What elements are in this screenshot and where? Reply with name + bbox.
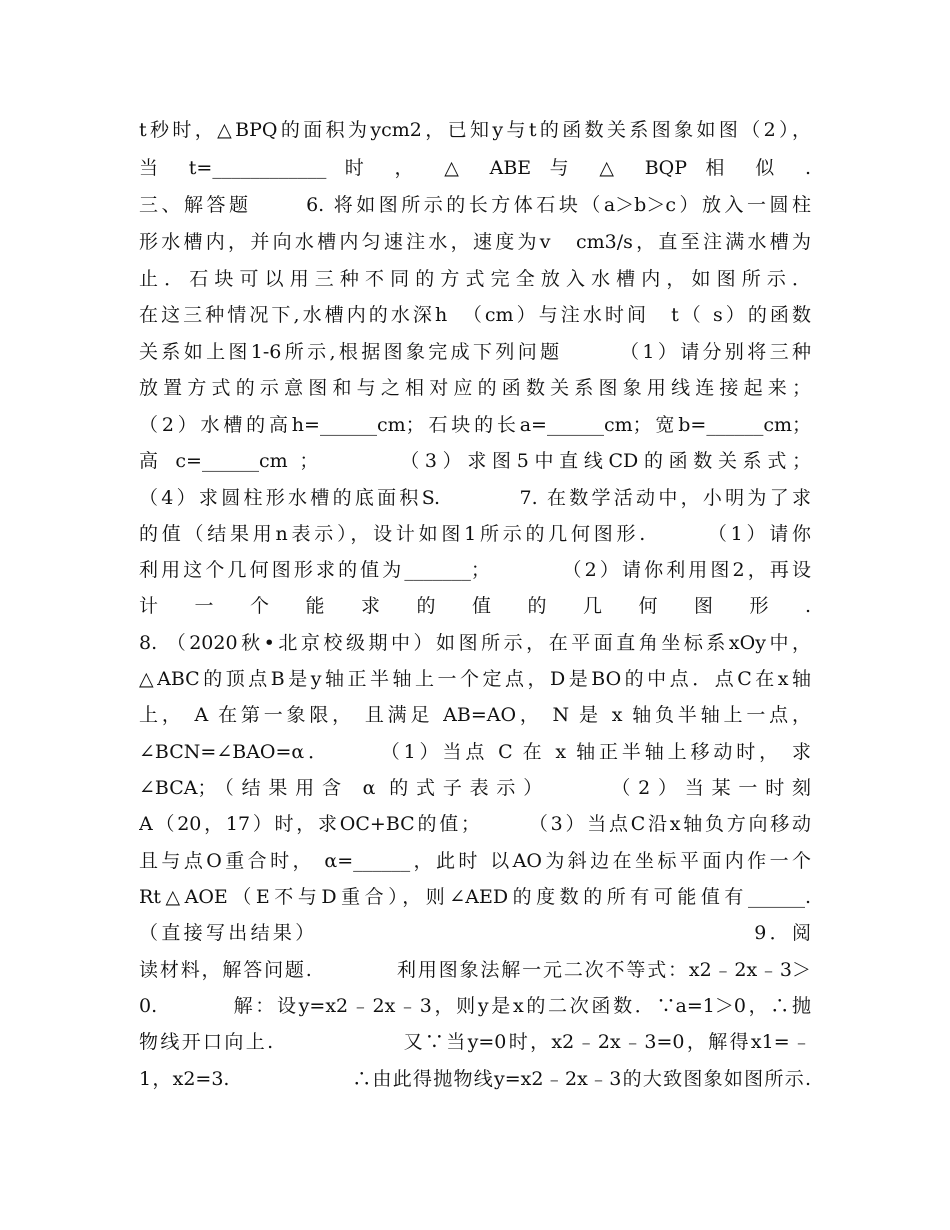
text-line: （4）求圆柱形水槽的底面积S. 7. 在数学活动中，小明为了求 xyxy=(139,487,811,509)
text-line: 0. 解：设y=x2﹣2x﹣3，则y是x的二次函数．∵a=1＞0，∴抛 xyxy=(139,995,811,1017)
text-line: Rt△AOE（E不与D重合），则∠AED的度数的所有可能值有______. xyxy=(139,886,811,908)
text-line: 上， A 在第一象限， 且满足 AB=AO， N 是 x 轴负半轴上一点， xyxy=(139,704,811,726)
text-line: 利用这个几何图形求的值为_______； （2）请你利用图2，再设 xyxy=(139,559,811,581)
text-line: 关系如上图1-6所示,根据图象完成下列问题 （1）请分别将三种 xyxy=(139,341,811,363)
text-line: 高 c=______cm ； （3）求图5中直线CD的函数关系式； xyxy=(139,450,811,472)
text-line: 止．石块可以用三种不同的方式完全放入水槽内，如图所示． xyxy=(139,268,811,290)
text-line: 1，x2=3. ∴由此得抛物线y=x2﹣2x﹣3的大致图象如图所示. xyxy=(139,1068,811,1090)
text-line: ∠BCN=∠BAO=α． （1）当点 C 在 x 轴正半轴上移动时， 求 xyxy=(139,741,811,763)
text-line: t秒时，△BPQ的面积为ycm2，已知y与t的函数关系图象如图（2）， xyxy=(139,119,811,141)
text-line: ∠BCA；（结果用含 α 的式子表示） （2）当某一时刻 xyxy=(139,777,811,799)
text-line: 放置方式的示意图和与之相对应的函数关系图象用线连接起来； xyxy=(139,377,811,399)
text-line: 三、解答题 6. 将如图所示的长方体石块（a＞b＞c）放入一圆柱 xyxy=(139,194,811,216)
text-line: 当 t=____________ 时 ， △ ABE 与 △ BQP 相 似 . xyxy=(139,157,811,179)
text-line: △ABC的顶点B是y轴正半轴上一个定点，D是BO的中点．点C在x轴 xyxy=(139,668,811,690)
text-line: 在这三种情况下,水槽内的水深h （cm）与注水时间 t（ s）的函数 xyxy=(139,304,811,326)
text-line: 8. （2020秋•北京校级期中）如图所示，在平面直角坐标系xOy中， xyxy=(139,632,811,654)
text-line: 计 一 个 能 求 的 值 的 几 何 图 形 . xyxy=(139,595,811,617)
text-line: 形水槽内，并向水槽内匀速注水，速度为v cm3/s，直至注满水槽为 xyxy=(139,231,811,253)
text-line: A（20，17）时，求OC+BC的值； （3）当点C沿x轴负方向移动 xyxy=(139,813,811,835)
text-line: 读材料，解答问题. 利用图象法解一元二次不等式：x2﹣2x﹣3＞ xyxy=(139,959,811,981)
text-line: （2）水槽的高h=______cm；石块的长a=______cm；宽b=______cm； xyxy=(139,414,811,436)
text-line: 的值（结果用n表示），设计如图1所示的几何图形. （1）请你 xyxy=(139,523,811,545)
text-line: （直接写出结果） 9．阅 xyxy=(139,922,811,944)
text-line: 物线开口向上. 又∵当y=0时，x2﹣2x﹣3=0，解得x1=﹣ xyxy=(139,1031,811,1053)
text-line: 且与点O重合时， α=______，此时 以AO为斜边在坐标平面内作一个 xyxy=(139,850,811,872)
